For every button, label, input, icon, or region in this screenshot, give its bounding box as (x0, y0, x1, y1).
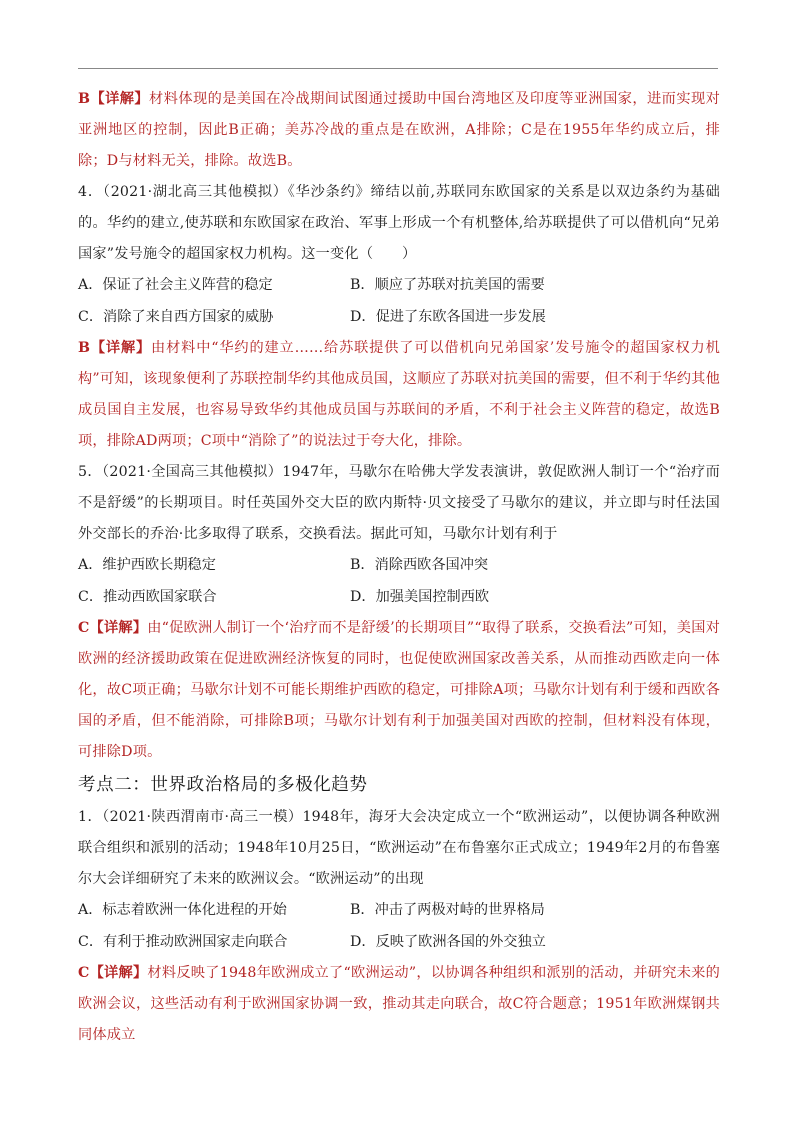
s2q1-answer (78, 958, 720, 1051)
q4-answer (78, 333, 720, 457)
option-c: C．有利于推动欧洲国家走向联合 (78, 933, 288, 950)
section-title: 考点二：世界政治格局的多极化趋势 (78, 775, 368, 795)
option-c: C．推动西欧国家联合 (78, 588, 217, 605)
answer-tag: C【详解】 (78, 620, 148, 636)
option-a: A．标志着欧洲一体化进程的开始 (78, 902, 287, 918)
answer-tag: C【详解】 (78, 965, 148, 981)
option-b: B．冲击了两极对峙的世界格局 (350, 902, 545, 918)
option-c: C．消除了来自西方国家的威胁 (78, 308, 274, 325)
document-content (78, 84, 720, 1051)
answer-text: 材料反映了1948年欧洲成立了“欧洲运动”，以协调各种组织和派别的活动，并研究未来的欧洲会议，这些活动有利于欧洲国家协调一致，推动其走向联合，故C符合题意；1951年欧洲煤钢共同体成立 (78, 965, 721, 1043)
q4-options-row-2 (78, 302, 720, 334)
q5-options-row-2 (78, 582, 720, 614)
option-b: B．顺应了苏联对抗美国的需要 (350, 277, 545, 293)
q4-stem: 4．（2021·湖北高三其他模拟）《华沙条约》缔结以前,苏联同东欧国家的关系是以双边条约为基础的。华约的建立,使苏联和东欧国家在政治、军事上形成一个有机整体,给苏联提供了可以借机向“兄弟国家”发号施令的超国家权力机构。这一变化（ ） (78, 184, 720, 262)
option-a: A．维护西欧长期稳定 (78, 557, 216, 573)
q3-answer (78, 84, 720, 177)
option-d: D．加强美国控制西欧 (350, 588, 490, 605)
q5-options-row-1 (78, 550, 720, 582)
option-a: A．保证了社会主义阵营的稳定 (78, 277, 273, 293)
q5-stem: 5．（2021·全国高三其他模拟）1947年，马歇尔在哈佛大学发表演讲，敦促欧洲人制订一个“治疗而不是舒缓”的长期项目。时任英国外交大臣的欧内斯特·贝文接受了马歇尔的建议，并立即与时任法国外交部长的乔治·比多取得了联系，交换看法。据此可知，马歇尔计划有利于 (78, 464, 720, 542)
option-d: D．反映了欧洲各国的外交独立 (350, 933, 546, 950)
answer-text: 材料体现的是美国在冷战期间试图通过援助中国台湾地区及印度等亚洲国家，进而实现对亚洲地区的控制，因此B正确；美苏冷战的重点是在欧洲，A排除；C是在1955年华约成立后，排除；D与材料无关，排除。故选B。 (78, 91, 720, 169)
s2q1-stem: 1．（2021·陕西渭南市·高三一模）1948年，海牙大会决定成立一个“欧洲运动”，以便协调各种欧洲联合组织和派别的活动；1948年10月25日，“欧洲运动”在布鲁塞尔正式成立；1949年2月的布鲁塞尔大会详细研究了未来的欧洲议会。“欧洲运动”的出现 (78, 809, 720, 887)
answer-tag: B【详解】 (78, 340, 152, 356)
header-rule (78, 68, 718, 69)
answer-tag: B【详解】 (78, 91, 150, 107)
option-b: B．消除西欧各国冲突 (350, 557, 489, 573)
s2q1-options-row-1 (78, 895, 720, 927)
s2q1-options-row-2 (78, 927, 720, 959)
q4-options-row-1 (78, 270, 720, 302)
answer-text: 由材料中“华约的建立……给苏联提供了可以借机向兄弟国家’发号施令的超国家权力机构”可知，该现象便利了苏联控制华约其他成员国，这顺应了苏联对抗美国的需要，但不利于华约其他成员国自主发展，也容易导致华约其他成员国与苏联间的矛盾，不利于社会主义阵营的稳定，故选B项，排除AD两项；C项中“消除了”的说法过于夸大化，排除。 (78, 340, 720, 449)
option-d: D．促进了东欧各国进一步发展 (350, 308, 546, 325)
q5-answer (78, 613, 720, 768)
answer-text: 由“促欧洲人制订一个‘治疗而不是舒缓’的长期项目”“取得了联系，交换看法”可知，美国对欧洲的经济援助政策在促进欧洲经济恢复的同时，也促使欧洲国家改善关系，从而推动西欧走向一体化，故C项正确；马歇尔计划不可能长期维护西欧的稳定，可排除A项；马歇尔计划有利于缓和西欧各国的矛盾，但不能消除，可排除B项；马歇尔计划有利于加强美国对西欧的控制，但材料没有体现，可排除D项。 (78, 620, 721, 760)
